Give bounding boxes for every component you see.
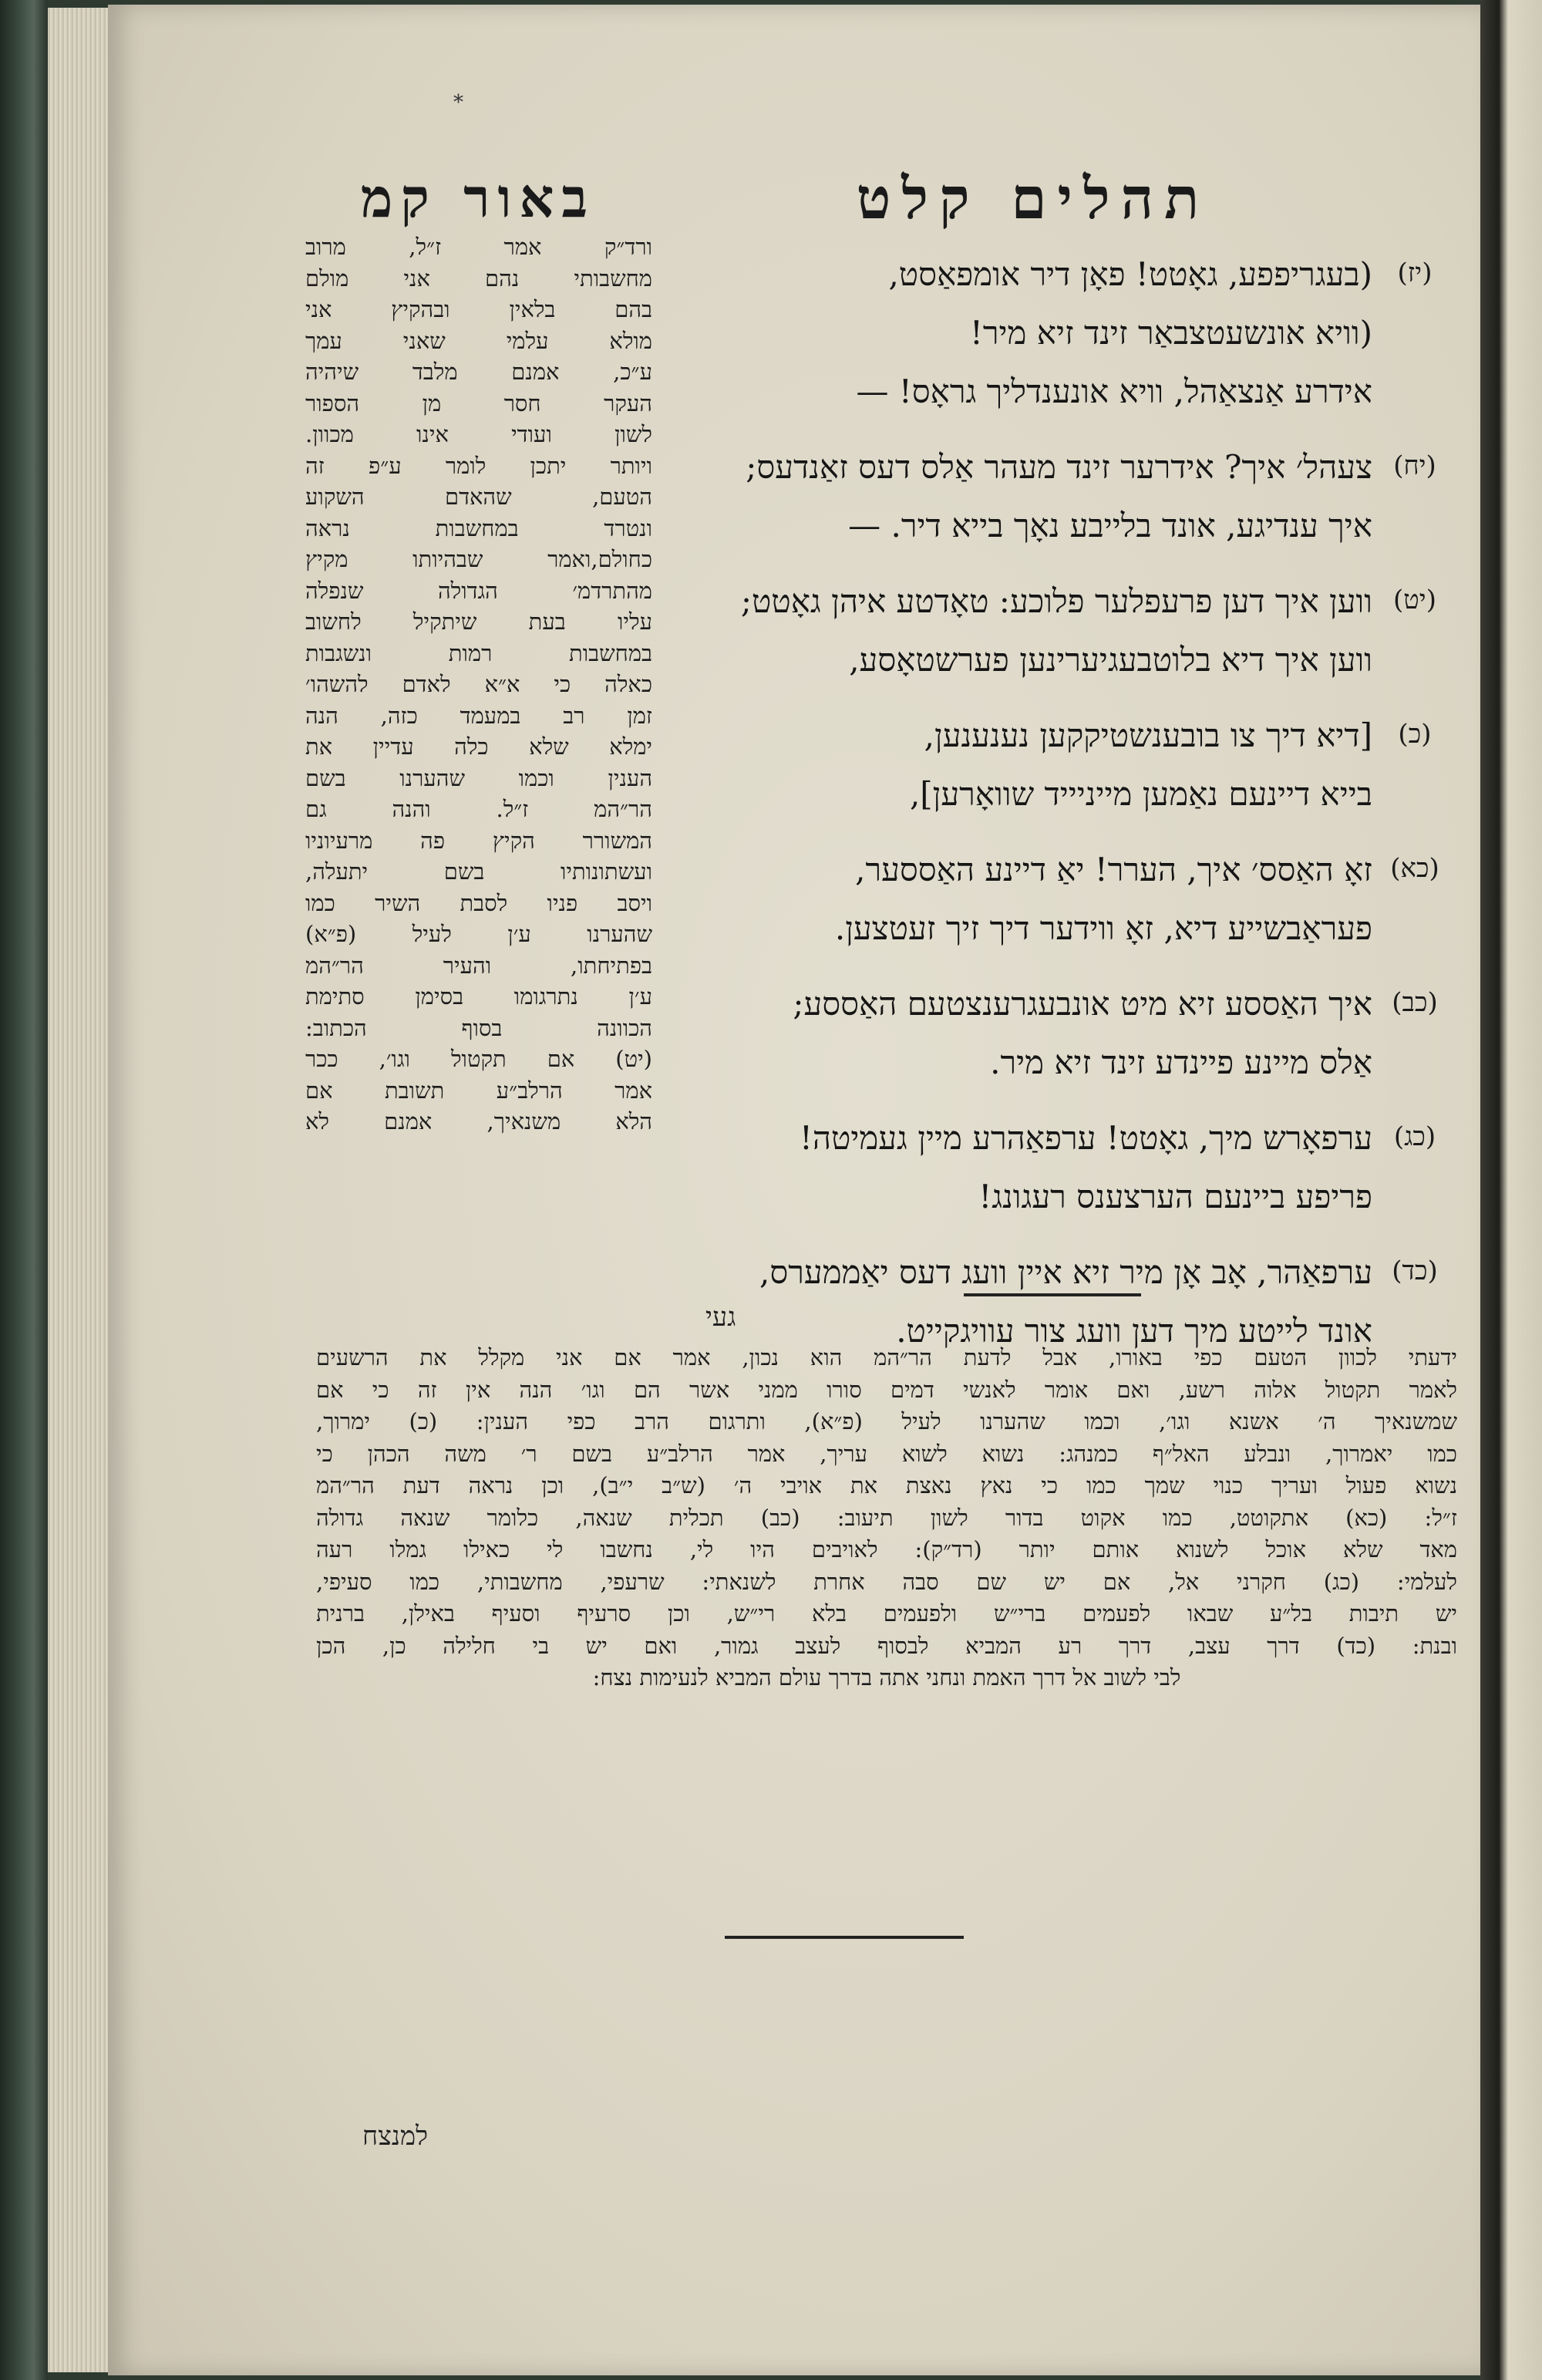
commentary-line: מהתרדמ׳ הגדולה שנפלה [305,577,652,604]
page-title: תהלים קלט [856,166,1210,232]
verse-number: (כד) [1392,1256,1438,1286]
commentary-line: אמר הרלב״ע תשובת אם [305,1077,652,1104]
commentary-line: ובנת: (כד) דרך עצב, דרך רע המביא לבסוף לעצב גמור, ואם יש בי חלילה כן, הכן [316,1632,1457,1659]
verse-line: בייא דיינעם נאַמען מייניייד שוואָרען], [909,775,1372,813]
verse [663,841,1449,958]
divider-rule-bottom [725,1936,964,1939]
verse-number: (כ) [1398,719,1432,750]
verse-line: איך האַססע זיא מיט אונבעגרענצטעם האַססע; [793,985,1372,1023]
commentary-title: באור קמ [360,166,596,230]
commentary-line: במחשבות רמות ונשגבות [305,639,652,666]
book-binding-right [1480,0,1542,2380]
verse [663,572,1449,689]
commentary-line: עליו בעת שיתקיל לחשוב [305,608,652,635]
commentary-line: הר״המ ז״ל. והנה גם [305,796,652,822]
commentary-column [305,231,652,1138]
commentary-line: כמו יאמרוך, ונבלע האל״ף כמנהג: נשוא לשוא עריך, אמר הרלב״ע בשם ר׳ משה הכהן כי [316,1440,1457,1467]
commentary-line: ועשתונותיו בשם יתעלה, [305,858,652,885]
commentary-line: מאד שלא אוכל לשנוא אותם יותר (רד״ק): לאויבים היו לי, נחשבו לי כאילו גמלו רעה [316,1536,1457,1563]
commentary-line: ידעתי לכוון הטעם כפי באורו, אבל לדעת הר״המ הוא נכון, אמר אם אני מקלל את הרשעים [316,1344,1457,1370]
commentary-line: לעלמי: (כג) חקרני אל, אם יש שם סבה אחרת לשנאתי: שרעפי, מחשבותי, כמו סעיפי, [316,1568,1457,1595]
verse-column [663,245,1449,1377]
commentary-line: ימלא שלא כלה עדיין את [305,733,652,760]
commentary-line: לשון ועודי אינו מכוון. [305,421,652,447]
commentary-line: ז״ל: (כא) אתקוטט, כמו אקוט בדור לשון תיעוב: (כב) תכלית שנאה, כלומר שנאה גדולה [316,1504,1457,1531]
verse-line: ווען איך דען פרעפלער פלוכע: טאָדטע איהן גאָטט; [740,582,1372,620]
verse [663,706,1449,824]
commentary-line: נשוא פעול ועריך כנוי שמך כמו כי נאץ נאצת את אויבי ה׳ (ש״ב י״ב), וכן נראה דעת הר״המ [316,1472,1457,1498]
commentary-line: מולא עלמי שאני עמך [305,327,652,354]
printer-mark: * [453,91,463,114]
verse [663,975,1449,1092]
commentary-line: ויותר יתכן לומר ע״פ זה [305,452,652,479]
verse-line: ערפאַהר, אָב אָן מיר זיא איין וועג דעס יאַממערס, [759,1253,1372,1291]
commentary-full-width [316,1342,1457,1694]
verse-number: (יז) [1397,258,1433,288]
verse-line: אונד לייטע מיך דען וועג צור עוויגקייט. [896,1312,1372,1350]
commentary-line: הלא משנאיך, אמנם לא [305,1108,652,1134]
verse-line: (וויא אונשעטצבאַר זינד זיא מיר! [970,314,1372,352]
commentary-line: כאלה כי א״א לאדם להשהו׳ [305,671,652,697]
commentary-line: ע״כ, אמנם מלבד שיהיה [305,359,652,385]
verse-line: אידרע אַנצאַהל, וויא אונענדליך גראָס! — [856,373,1372,410]
commentary-line: ויסב פניו לסבת השיר כמו [305,889,652,916]
commentary-line: בפתיחתו, והעיר הר״המ [305,952,652,979]
verse-number: (כג) [1393,1121,1436,1152]
commentary-line: ע׳ן נתרגומו בסימן סתימת [305,983,652,1010]
verse-line: ווען איך דיא בלוטבעגיערינען פערשטאָסע, [849,641,1372,679]
commentary-line: כחולם,ואמר שבהיותו מקיץ [305,546,652,572]
verse-line: ערפאָרש מיך, גאָטט! ערפאַהרע מיין געמיטה! [799,1119,1372,1157]
commentary-line: ונטרד במחשבות נראה [305,514,652,541]
commentary-line: לאמר תקטול אלוה רשע, ואם אומר לאנשי דמים סורו ממני אשר הם וגו׳ הנה אין זה כי אם [316,1376,1457,1403]
commentary-line: מחשבותי נהם אני מולם [305,265,652,292]
catchword-top: געי [705,1302,736,1333]
divider-rule [964,1293,1141,1296]
verse [663,245,1449,421]
verse-number: (יח) [1393,450,1436,481]
verse-line: פעראַבשייע דיא, זאָ ווידער דיך זיך זעטצען. [834,909,1372,947]
verse-line: זאָ האַסס׳ איך, הערר! יאַ דיינע האַססער, [855,851,1372,888]
verse-line: [דיא דיך צו בובענשטיקקען נענענען, [924,716,1372,754]
verse-line: איך ענדיגע, אונד בלייבע נאָך בייא דיר. — [848,507,1372,544]
verse-line: אַלס מיינע פיינדע זינד זיא מיר. [990,1043,1372,1081]
verse-line: צעהל׳ איך? אידרער זינד מעהר אַלס דעס זאַנדעס; [746,448,1372,486]
verse [663,438,1449,555]
commentary-line: הענין וכמו שהערנו בשם [305,764,652,791]
commentary-line: שהערנו ע׳ן לעיל (פ״א) [305,921,652,947]
commentary-line: העקר חסר מן הספור [305,389,652,416]
verse-line: (בעגריפפע, גאָטט! פאָן דיר אומפאַסט, [888,255,1372,293]
verse [663,1109,1449,1226]
page-edges [48,8,109,2372]
commentary-line: ורד״ק אמר ז״ל, מרוב [305,234,652,260]
commentary-line: הכוונה בסוף הכתוב: [305,1014,652,1041]
verse-line: פריפע ביינעם הערצענס רעגונג! [978,1178,1372,1215]
verse-number: (יט) [1393,585,1436,615]
commentary-line: הטעם, שהאדם השקוע [305,484,652,510]
commentary-line: זמן רב במעמד כזה, הנה [305,702,652,729]
commentary-line: בהם בלאין ובהקיץ אני [305,296,652,322]
verse-number: (כב) [1392,987,1438,1018]
catchword-bottom: למנצח [362,2121,429,2152]
verse-number: (כא) [1390,853,1439,884]
book-binding-left [0,0,48,2380]
commentary-line: (יט) אם תקטול וגו׳, ככר [305,1046,652,1072]
commentary-line: המשורר הקיץ פה מרעיוניו [305,827,652,854]
commentary-line: לבי לשוב אל דרך האמת ונחני אתה בדרך עולם המביא לנעימות נצח: [592,1664,1181,1691]
commentary-line: יש תיבות בל״ע שבאו לפעמים ברי״ש ולפעמים בלא רי״ש, וכן סרעיף וסעיף באילן, ברנית [316,1600,1457,1627]
commentary-line: שמשנאיך ה׳ אשנא וגו׳, וכמו שהערנו לעיל (פ״א), ותרגום הרב כפי הענין: (כ) ימרוך, [316,1408,1457,1434]
